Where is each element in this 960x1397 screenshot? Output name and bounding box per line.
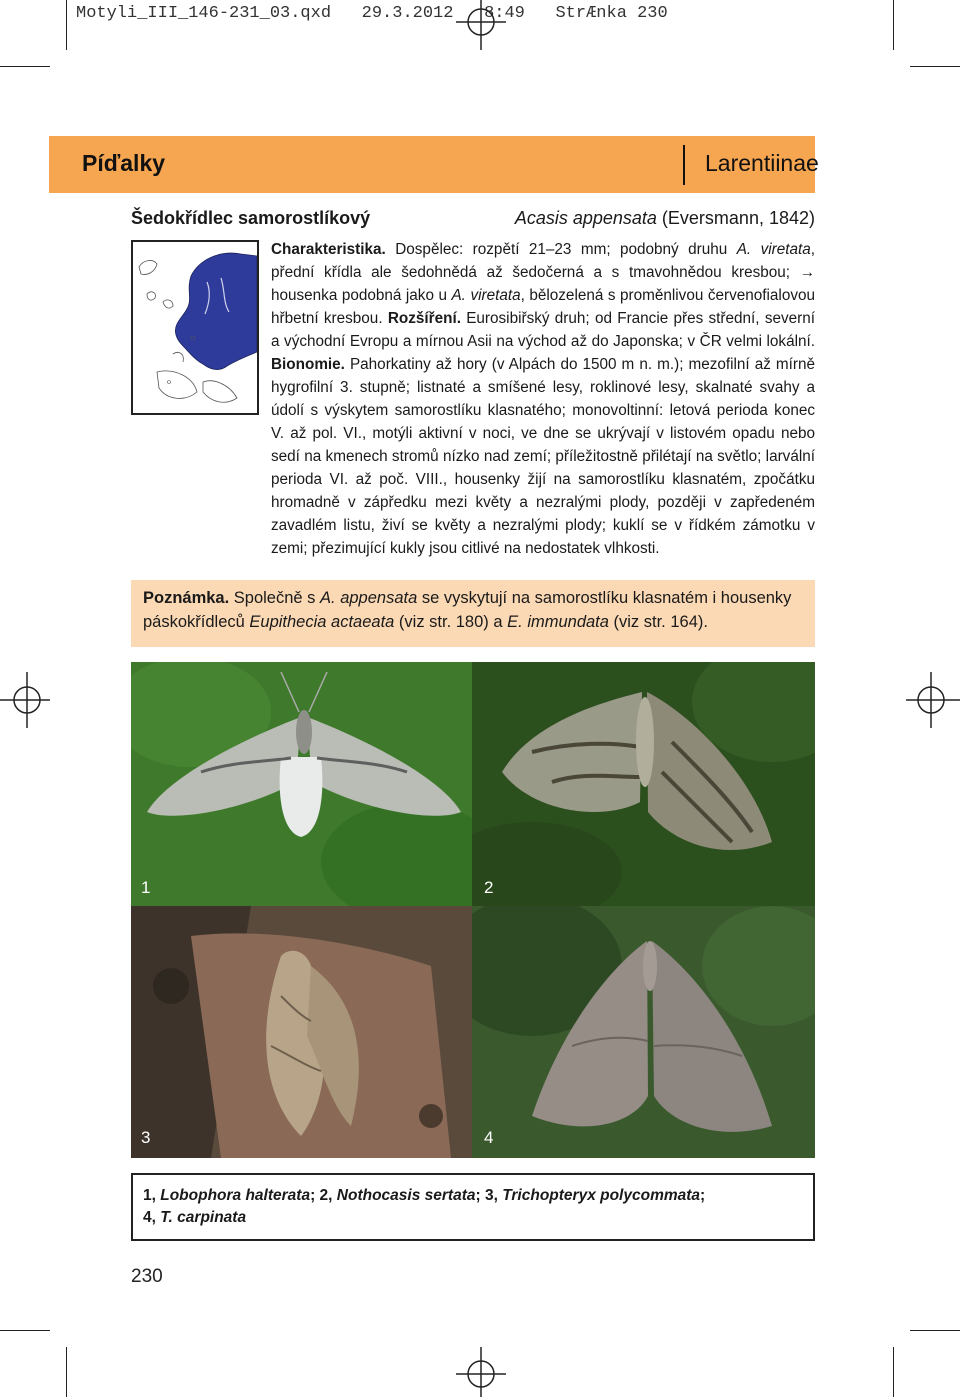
crop-mark-bottom-right-v [893, 1347, 894, 1397]
header-divider [683, 145, 685, 185]
crop-mark-top-right-h [910, 66, 960, 67]
family-title: Píďalky [82, 150, 166, 176]
distribution-map [131, 240, 259, 415]
note-text: se vyskytují na samorostlíku klasnatém i housenky páskokřídleců [143, 589, 792, 631]
label-charakteristika: Charakteristika. [271, 241, 386, 258]
crop-mark-top-left-v [66, 0, 67, 50]
caption-taxon: Lobophora halterata [160, 1187, 311, 1204]
distribution-text: Eurosibiřský druh; od Francie přes střední, severní a východní Evropu a mírnou Asii na východ až do Japonska; v ČR velmi lokální. [271, 310, 815, 350]
photo-number: 1 [141, 878, 151, 897]
label-rozsireni: Rozšíření. [387, 310, 461, 327]
description-part: , přední křídla ale šedohnědá až šedočerná a s tmavohnědou kresbou; [271, 241, 816, 281]
note-label: Poznámka. [143, 589, 230, 607]
description-part: housenka podobná jako u [271, 287, 452, 304]
species-czech-name: Šedokřídlec samorostlíkový [131, 208, 371, 228]
taxon-reference: A. appensata [320, 589, 418, 607]
photo-number: 4 [484, 1128, 494, 1147]
registration-mark-right [906, 672, 960, 728]
note-text: Společně s [229, 589, 321, 607]
species-latin-binomial: Acasis appensata [514, 208, 657, 228]
note-text: (viz str. 180) a [394, 613, 508, 631]
taxon-reference: Eupithecia actaeata [249, 613, 395, 631]
photo-number: 2 [484, 878, 494, 897]
figure-caption [131, 1173, 815, 1241]
note-text: (viz str. 164). [608, 613, 708, 631]
caption-separator: ; [700, 1187, 706, 1204]
caption-number: 1, [143, 1187, 161, 1204]
subfamily-title: Larentiinae [705, 150, 819, 176]
caption-taxon: T. carpinata [160, 1209, 247, 1226]
caption-taxon: Trichopteryx polycommata [502, 1187, 701, 1204]
photo-4-trichopteryx-carpinata [472, 906, 815, 1158]
crop-mark-top-left-h [0, 66, 50, 67]
print-slug: Motyli_III_146-231_03.qxd 29.3.2012 8:49 StrÆnka 230 [76, 4, 668, 23]
photo-1-lobophora-halterata [131, 662, 472, 906]
crop-mark-top-right-v [893, 0, 894, 50]
caption-separator: ; 2, [310, 1187, 337, 1204]
photo-2-nothocasis-sertata [472, 662, 815, 906]
description-part: Dospělec: rozpětí 21–23 mm; podobný druhu [385, 241, 737, 258]
taxon-reference: E. immundata [507, 613, 609, 631]
photo-number: 3 [141, 1128, 151, 1147]
page-number: 230 [131, 1266, 163, 1287]
bionomy-text: Pahorkatiny až hory (v Alpách do 1500 m n. m.); mezofilní až mírně hygrofilní 3. stupně; listnaté a smíšené lesy, roklinové lesy, skalnaté svahy a údolí s výskytem samorostlíku klasnatého; monovoltinní: letová perioda konec V. až pol. VI., motýli aktivní v noci, ve dne se ukrývají v listovém opadu nebo sedí na kmenech stromů nízko nad zemí; příležitostně přilétají na světlo; larvální perioda VI. až poč. VIII., housenky žijí na samorostlíku klasnatém, zpočátku hromadně v zápředku mezi květy a nezralými plody, později v zapředeném zavadlém listu, živí se květy a nezralými plody; kuklí se v řídkém zámotku v zemi; přezimující kukly jsou citlivé na nedostatek vlhkosti. [271, 356, 815, 557]
note-box [131, 580, 815, 647]
species-author: (Eversmann, 1842) [661, 208, 815, 228]
description-part: , bělozelená s proměnlivou červenofialovou hřbetní kresbou. [271, 287, 815, 327]
photo-3-trichopteryx-polycommata [131, 906, 472, 1158]
registration-mark-bottom [456, 1347, 506, 1397]
registration-mark-top [456, 0, 506, 50]
species-description [271, 238, 815, 560]
taxon-reference: A. viretata [451, 287, 521, 304]
taxon-reference: A. viretata [736, 241, 811, 258]
caption-separator: ; 3, [475, 1187, 503, 1204]
caption-taxon: Nothocasis sertata [336, 1187, 476, 1204]
species-latin-name [515, 208, 815, 229]
crop-mark-bottom-left-h [0, 1330, 50, 1331]
registration-mark-left [0, 672, 50, 728]
arrow-symbol: → [799, 264, 815, 281]
caption-number: 4, [143, 1209, 161, 1226]
crop-mark-bottom-right-h [910, 1330, 960, 1331]
label-bionomie: Bionomie. [271, 356, 345, 373]
crop-mark-bottom-left-v [66, 1347, 67, 1397]
